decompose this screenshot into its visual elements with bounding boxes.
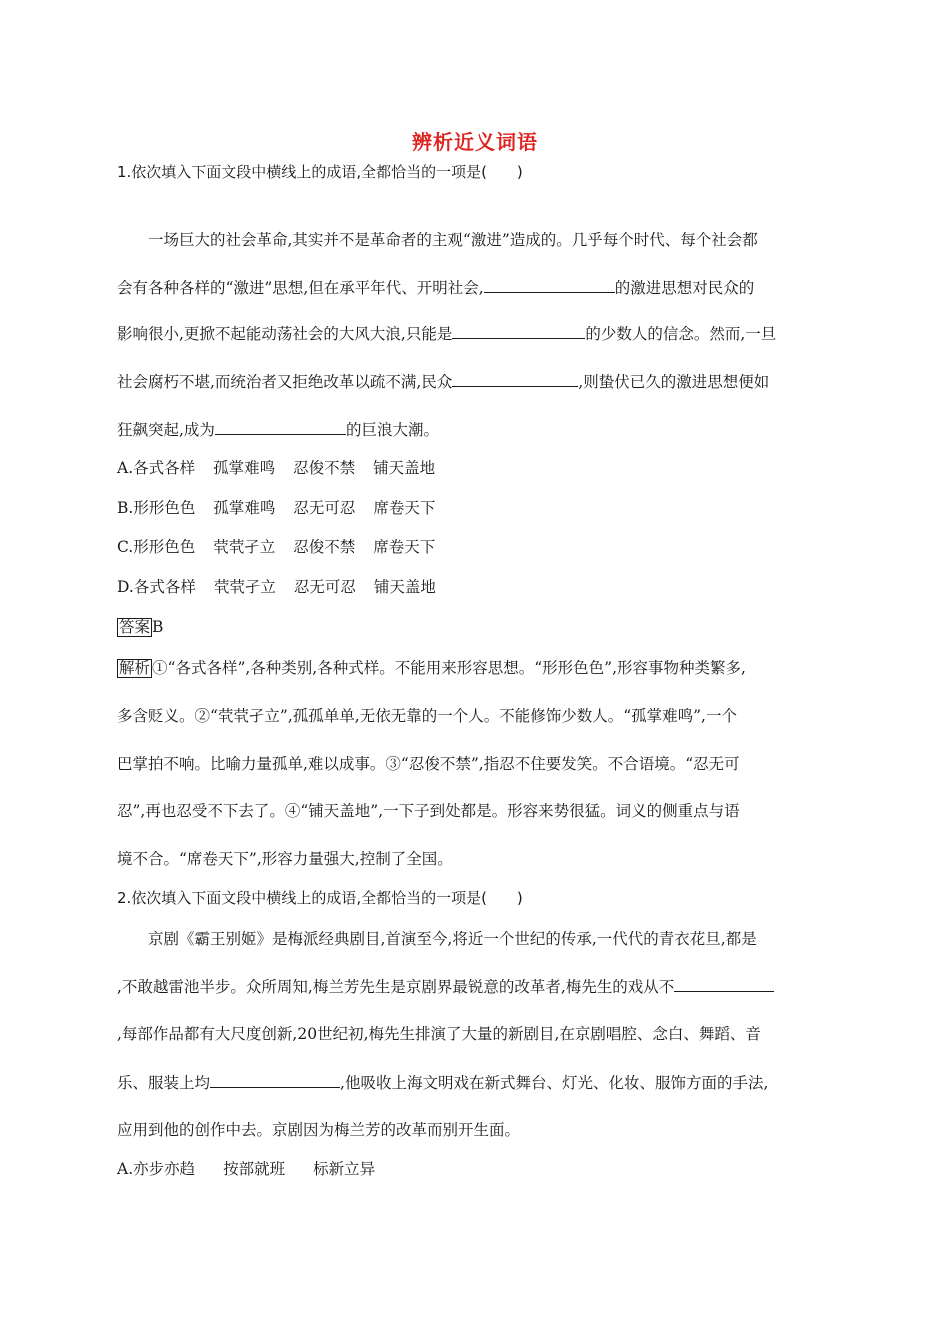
answer-blank-6[interactable] xyxy=(210,1072,340,1088)
q1-p3-text-b: 的少数人的信念。然而,一旦 xyxy=(585,325,777,343)
q1-p5-text-a: 狂飙突起,成为 xyxy=(117,421,215,439)
option-c[interactable]: C.形形色色 茕茕孑立 忍俊不禁 席卷天下 xyxy=(117,538,436,556)
q1-passage-line-3 xyxy=(117,323,776,344)
analysis-line-5: 境不合。“席卷天下”,形容力量强大,控制了全国。 xyxy=(117,850,453,868)
q1-passage-line-5 xyxy=(117,419,439,440)
answer-blank-5[interactable] xyxy=(674,976,774,992)
q1-p2-text-a: 会有各种各样的“激进”思想,但在承平年代、开明社会, xyxy=(117,279,484,297)
option-b[interactable]: B.形形色色 孤掌难鸣 忍无可忍 席卷天下 xyxy=(117,499,436,517)
analysis-line-2: 多含贬义。②“茕茕孑立”,孤孤单单,无依无靠的一个人。不能修饰少数人。“孤掌难鸣”,一个 xyxy=(117,707,737,725)
answer-blank-1[interactable] xyxy=(484,277,615,293)
q2-passage-line-4: 乐、服装上均 ,他吸收上海文明戏在新式舞台、灯光、化妆、服饰方面的手法, xyxy=(117,1074,769,1092)
question-2-stem: 2.依次填入下面文段中横线上的成语,全都恰当的一项是( ) xyxy=(117,889,523,907)
option-a[interactable]: A.各式各样 孤掌难鸣 忍俊不禁 铺天盖地 xyxy=(117,459,436,477)
q1-p4-text-a: 社会腐朽不堪,而统治者又拒绝改革以疏不满,民众 xyxy=(117,373,453,391)
q1-passage-line-1: 一场巨大的社会革命,其实并不是革命者的主观“激进”造成的。几乎每个时代、每个社会都 xyxy=(148,231,758,249)
q2-passage-line-3: ,每部作品都有大尺度创新,20世纪初,梅先生排演了大量的新剧目,在京剧唱腔、念白、舞蹈、音 xyxy=(117,1025,761,1043)
analysis-tag: 解析 xyxy=(119,659,151,677)
answer-blank-3[interactable] xyxy=(452,371,578,387)
answer-blank-4[interactable] xyxy=(215,419,346,435)
q1-p5-text-b: 的巨浪大潮。 xyxy=(345,421,439,439)
answer-blank-2[interactable] xyxy=(452,323,585,339)
answer-line xyxy=(117,617,163,637)
q2-passage-line-5: 应用到他的创作中去。京剧因为梅兰芳的改革而别开生面。 xyxy=(117,1121,521,1139)
analysis-line-4: 忍”,再也忍受不下去了。④“铺天盖地”,一下子到处都是。形容来势很猛。词义的侧重点与语 xyxy=(117,802,740,820)
answer-tag: 答案 xyxy=(119,618,151,636)
analysis-line-3: 巴掌拍不响。比喻力量孤单,难以成事。③“忍俊不禁”,指忍不住要发笑。不合语境。“忍无可 xyxy=(117,755,740,773)
q1-passage-line-2 xyxy=(117,277,754,298)
q2-passage-line-2: ,不敢越雷池半步。众所周知,梅兰芳先生是京剧界最锐意的改革者,梅先生的戏从不 xyxy=(117,976,774,997)
q1-passage-line-4 xyxy=(117,371,769,392)
page-title: 辨析近义词语 xyxy=(412,130,538,154)
question-1-stem: 1.依次填入下面文段中横线上的成语,全都恰当的一项是( ) xyxy=(117,163,523,181)
q1-p3-text-a: 影响很小,更掀不起能动荡社会的大风大浪,只能是 xyxy=(117,325,453,343)
analysis-line-1: 解析 ①“各式各样”,各种类别,各种式样。不能用来形容思想。“形形色色”,形容事物种类繁多, xyxy=(119,659,746,677)
q1-p2-text-b: 的激进思想对民众的 xyxy=(614,279,755,297)
option-d[interactable]: D.各式各样 茕茕孑立 忍无可忍 铺天盖地 xyxy=(117,578,436,596)
q2-option-a[interactable]: A.亦步亦趋 按部就班 标新立异 xyxy=(117,1160,376,1178)
q2-passage-line-1: 京剧《霸王别姬》是梅派经典剧目,首演至今,将近一个世纪的传承,一代代的青衣花旦,都是 xyxy=(148,930,757,948)
q1-p4-text-b: ,则蛰伏已久的激进思想便如 xyxy=(578,373,770,391)
answer-value: B xyxy=(152,618,164,636)
